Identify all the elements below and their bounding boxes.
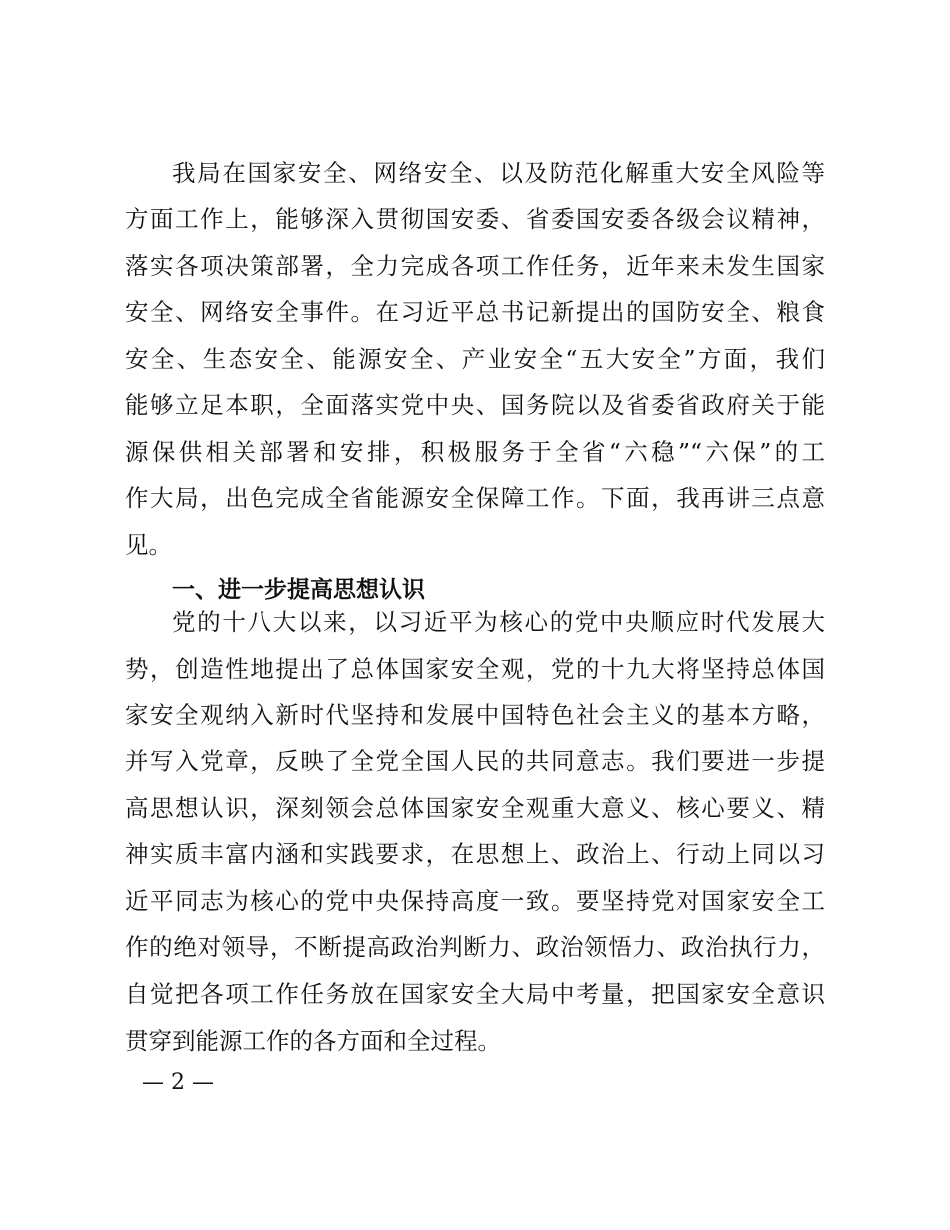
text-line: 作的绝对领导，不断提高政治判断力、政治领悟力、政治执行力，	[125, 933, 825, 961]
text-line: 方面工作上，能够深入贯彻国安委、省委国安委各级会议精神，	[125, 205, 825, 233]
text-line: 我局在国家安全、网络安全、以及防范化解重大安全风险等	[172, 159, 825, 187]
page-number: — 2 —	[142, 1070, 214, 1095]
text-line: 落实各项决策部署，全力完成各项工作任务，近年来未发生国家	[125, 252, 825, 280]
text-line: 作大局，出色完成全省能源安全保障工作。下面，我再讲三点意	[125, 484, 825, 512]
text-line: 势，创造性地提出了总体国家安全观，党的十九大将坚持总体国	[125, 655, 825, 683]
text-line: 神实质丰富内涵和实践要求，在思想上、政治上、行动上同以习	[125, 840, 825, 868]
section-heading: 一、进一步提高思想认识	[172, 577, 425, 603]
text-line: 安全、生态安全、能源安全、产业安全“五大安全”方面，我们	[125, 345, 825, 373]
text-line: 自觉把各项工作任务放在国家安全大局中考量，把国家安全意识	[125, 980, 825, 1008]
text-line: 家安全观纳入新时代坚持和发展中国特色社会主义的基本方略，	[125, 701, 825, 729]
text-line: 近平同志为核心的党中央保持高度一致。要坚持党对国家安全工	[125, 887, 825, 915]
text-line: 并写入党章，反映了全党全国人民的共同意志。我们要进一步提	[125, 747, 825, 775]
text-line: 高思想认识，深刻领会总体国家安全观重大意义、核心要义、精	[125, 794, 825, 822]
text-line: 党的十八大以来，以习近平为核心的党中央顺应时代发展大	[172, 608, 825, 636]
text-line: 源保供相关部署和安排，积极服务于全省“六稳”“六保”的工	[125, 438, 825, 466]
text-line: 见。	[125, 531, 172, 559]
text-line: 安全、网络安全事件。在习近平总书记新提出的国防安全、粮食	[125, 298, 825, 326]
text-line: 能够立足本职，全面落实党中央、国务院以及省委省政府关于能	[125, 391, 825, 419]
text-line: 贯穿到能源工作的各方面和全过程。	[125, 1027, 501, 1055]
